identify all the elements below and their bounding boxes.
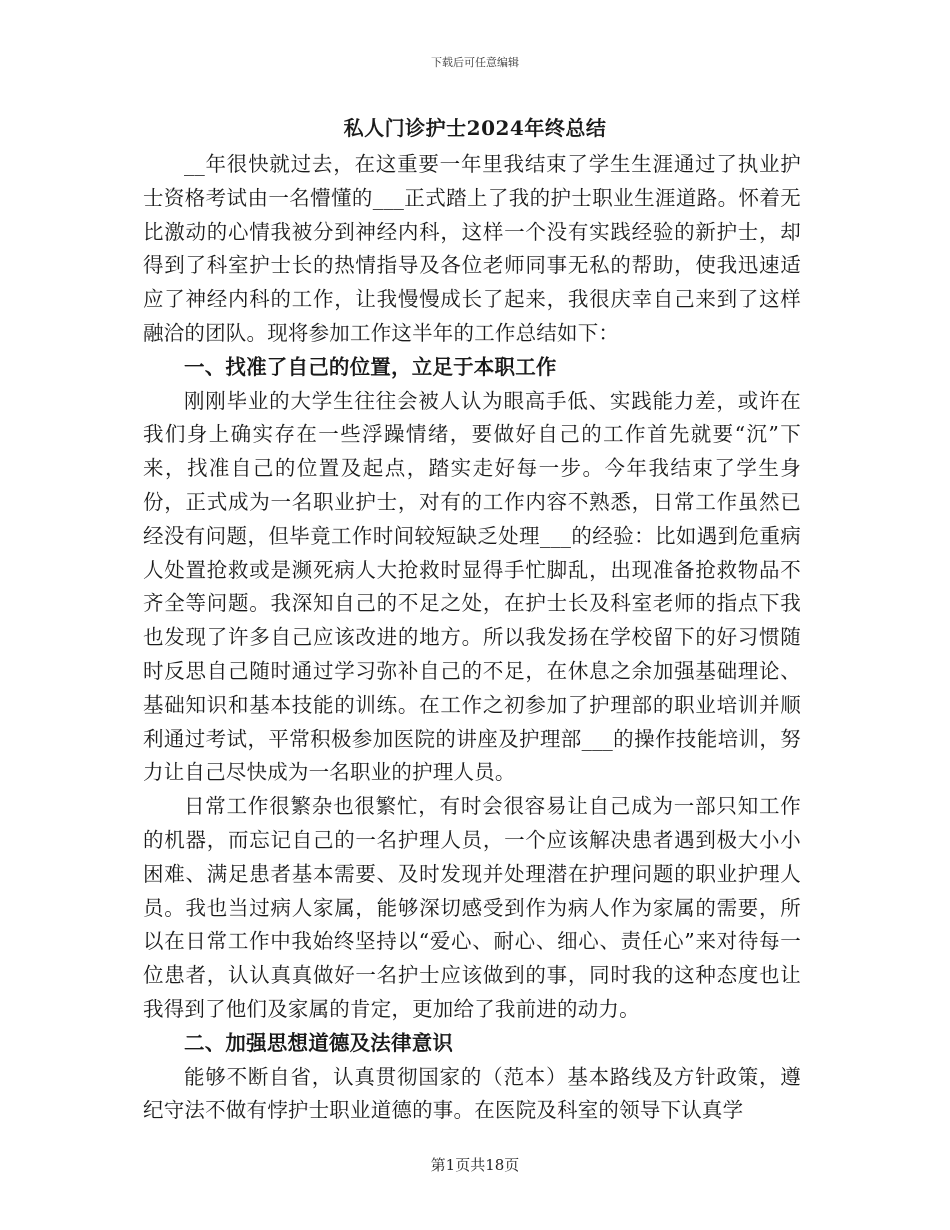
paragraph-intro: __年很快就过去，在这重要一年里我结束了学生生涯通过了执业护士资格考试由一名懵懂的___正式踏上了我的护士职业生涯道路。怀着无比激动的心情我被分到神经内科，这样一个没有实践经验的新护士，却得到了科室护士长的热情指导及各位老师同事无私的帮助，使我迅速适应了神经内科的工作，让我慢慢成长了起来，我很庆幸自己来到了这样融洽的团队。现将参加工作这半年的工作总结如下：	[143, 152, 801, 345]
paragraph-section-1-a: 刚刚毕业的大学生往往会被人认为眼高手低、实践能力差，或许在我们身上确实存在一些浮躁情绪，要做好自己的工作首先就要“沉”下来，找准自己的位置及起点，踏实走好每一步。今年我结束了学生身份，正式成为一名职业护士，对有的工作内容不熟悉，日常工作虽然已经没有问题，但毕竟工作时间较短缺乏处理___的经验：比如遇到危重病人处置抢救或是濒死病人大抢救时显得手忙脚乱，出现准备抢救物品不齐全等问题。我深知自己的不足之处，在护士长及科室老师的指点下我也发现了许多自己应该改进的地方。所以我发扬在学校留下的好习惯随时反思自己随时通过学习弥补自己的不足，在休息之余加强基础理论、基础知识和基本技能的训练。在工作之初参加了护理部的职业培训并顺利通过考试，平常积极参加医院的讲座及护理部___的操作技能培训，努力让自己尽快成为一名职业的护理人员。	[143, 388, 801, 785]
section-heading-1: 一、找准了自己的位置，立足于本职工作	[184, 354, 557, 379]
page-footer: 第1页共18页	[430, 1156, 520, 1174]
paragraph-section-2-a: 能够不断自省，认真贯彻国家的（范本）基本路线及方针政策，遵纪守法不做有悖护士职业道德的事。在医院及科室的领导下认真学	[143, 1064, 801, 1123]
document-body	[143, 148, 801, 1128]
header-note: 下载后可任意编辑	[431, 56, 519, 69]
section-heading-2: 二、加强思想道德及法律意识	[184, 1030, 454, 1055]
paragraph-section-1-b: 日常工作很繁杂也很繁忙，有时会很容易让自己成为一部只知工作的机器，而忘记自己的一名护理人员，一个应该解决患者遇到极大小小困难、满足患者基本需要、及时发现并处理潜在护理问题的职业护理人员。我也当过病人家属，能够深切感受到作为病人作为家属的需要，所以在日常工作中我始终坚持以“爱心、耐心、细心、责任心”来对待每一位患者，认认真真做好一名护士应该做到的事，同时我的这种态度也让我得到了他们及家属的肯定，更加给了我前进的动力。	[143, 794, 801, 1021]
document-title: 私人门诊护士2024年终总结	[343, 116, 607, 140]
